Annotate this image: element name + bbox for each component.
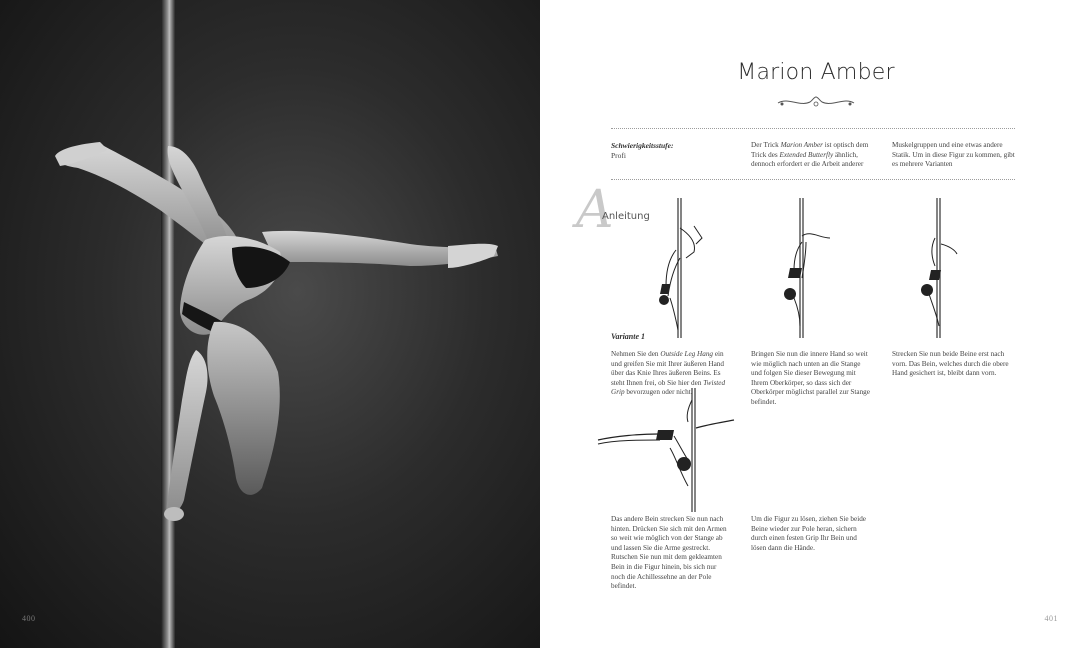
step-2-text: Bringen Sie nun die innere Hand so weit wie möglich nach unten an die Stange und folgen Sie dieser Bewegung mit Ihrem Oberkörper, so dass sich der Oberkörper möglichst parallel zur Stange befindet. bbox=[751, 350, 870, 406]
figure-step-1 bbox=[650, 198, 710, 338]
figure-step-3 bbox=[915, 198, 975, 338]
figure-step-4 bbox=[596, 388, 736, 512]
page-title: Marion Amber bbox=[737, 60, 895, 85]
step-term: Outside Leg Hang bbox=[660, 350, 714, 358]
step-text: bevorzugen oder nicht. bbox=[624, 388, 693, 397]
title-ornament-icon bbox=[776, 94, 856, 110]
step-3-text: Strecken Sie nun beide Beine erst nach vorn. Das Bein, welches durch die obere Hand gesichert ist, bleibt dann vorn. bbox=[892, 350, 1009, 378]
section-title: Anleitung bbox=[602, 211, 650, 222]
divider-bottom bbox=[611, 179, 1015, 180]
step-text: Nehmen Sie den bbox=[611, 350, 661, 358]
page-number-right: 401 bbox=[1044, 614, 1058, 623]
step-text: ein und greifen Sie mit Ihrer äußeren Hand über das Knie Ihres äußeren Beins. Es steht Ihnen frei, ob Sie hier den bbox=[611, 350, 724, 387]
step-5-text: Um die Figur zu lösen, ziehen Sie beide Beine wieder zur Pole heran, sichern durch einen festen Grip Ihr Bein und lösen dann die Hände. bbox=[751, 515, 866, 552]
foot-right bbox=[448, 244, 498, 268]
intro-text: Der Trick bbox=[751, 141, 781, 149]
step-4-text: Das andere Bein strecken Sie nun nach hinten. Drücken Sie sich mit den Armen so weit wie möglich von der Stange ab und lassen Sie die Arme gestreckt. Rutschen Sie nun mit dem gekleamten Bein in die Figur hinein, bis sich nur noch die Achillessehne an der Pole befindet. bbox=[611, 515, 727, 591]
hair bbox=[207, 322, 280, 495]
hand-lower bbox=[164, 507, 184, 521]
intro-text: ähnlich, dennoch erfordert er die Arbeit anderer bbox=[751, 150, 864, 169]
intro-column-2: Muskelgruppen und eine etwas andere Statik. Um in diese Figur zu kommen, gibt es mehrere Varianten bbox=[892, 141, 1015, 169]
difficulty-label: Schwierigkeitsstufe: bbox=[611, 141, 674, 150]
variant-heading: Variante 1 bbox=[611, 332, 646, 341]
intro-column-1 bbox=[751, 141, 875, 170]
step-term: Twisted Grip bbox=[611, 378, 726, 397]
page-number-left: 400 bbox=[22, 614, 36, 623]
pole bbox=[161, 0, 175, 648]
difficulty-value: Profi bbox=[611, 151, 626, 160]
section-initial: A bbox=[576, 180, 614, 240]
intro-reference-trick: Extended Butterfly bbox=[779, 150, 834, 159]
intro-trick-name: Marion Amber bbox=[780, 141, 823, 149]
figure-step-2 bbox=[780, 198, 840, 338]
intro-text: ist optisch dem Trick des bbox=[751, 141, 869, 159]
divider-top bbox=[611, 128, 1015, 129]
